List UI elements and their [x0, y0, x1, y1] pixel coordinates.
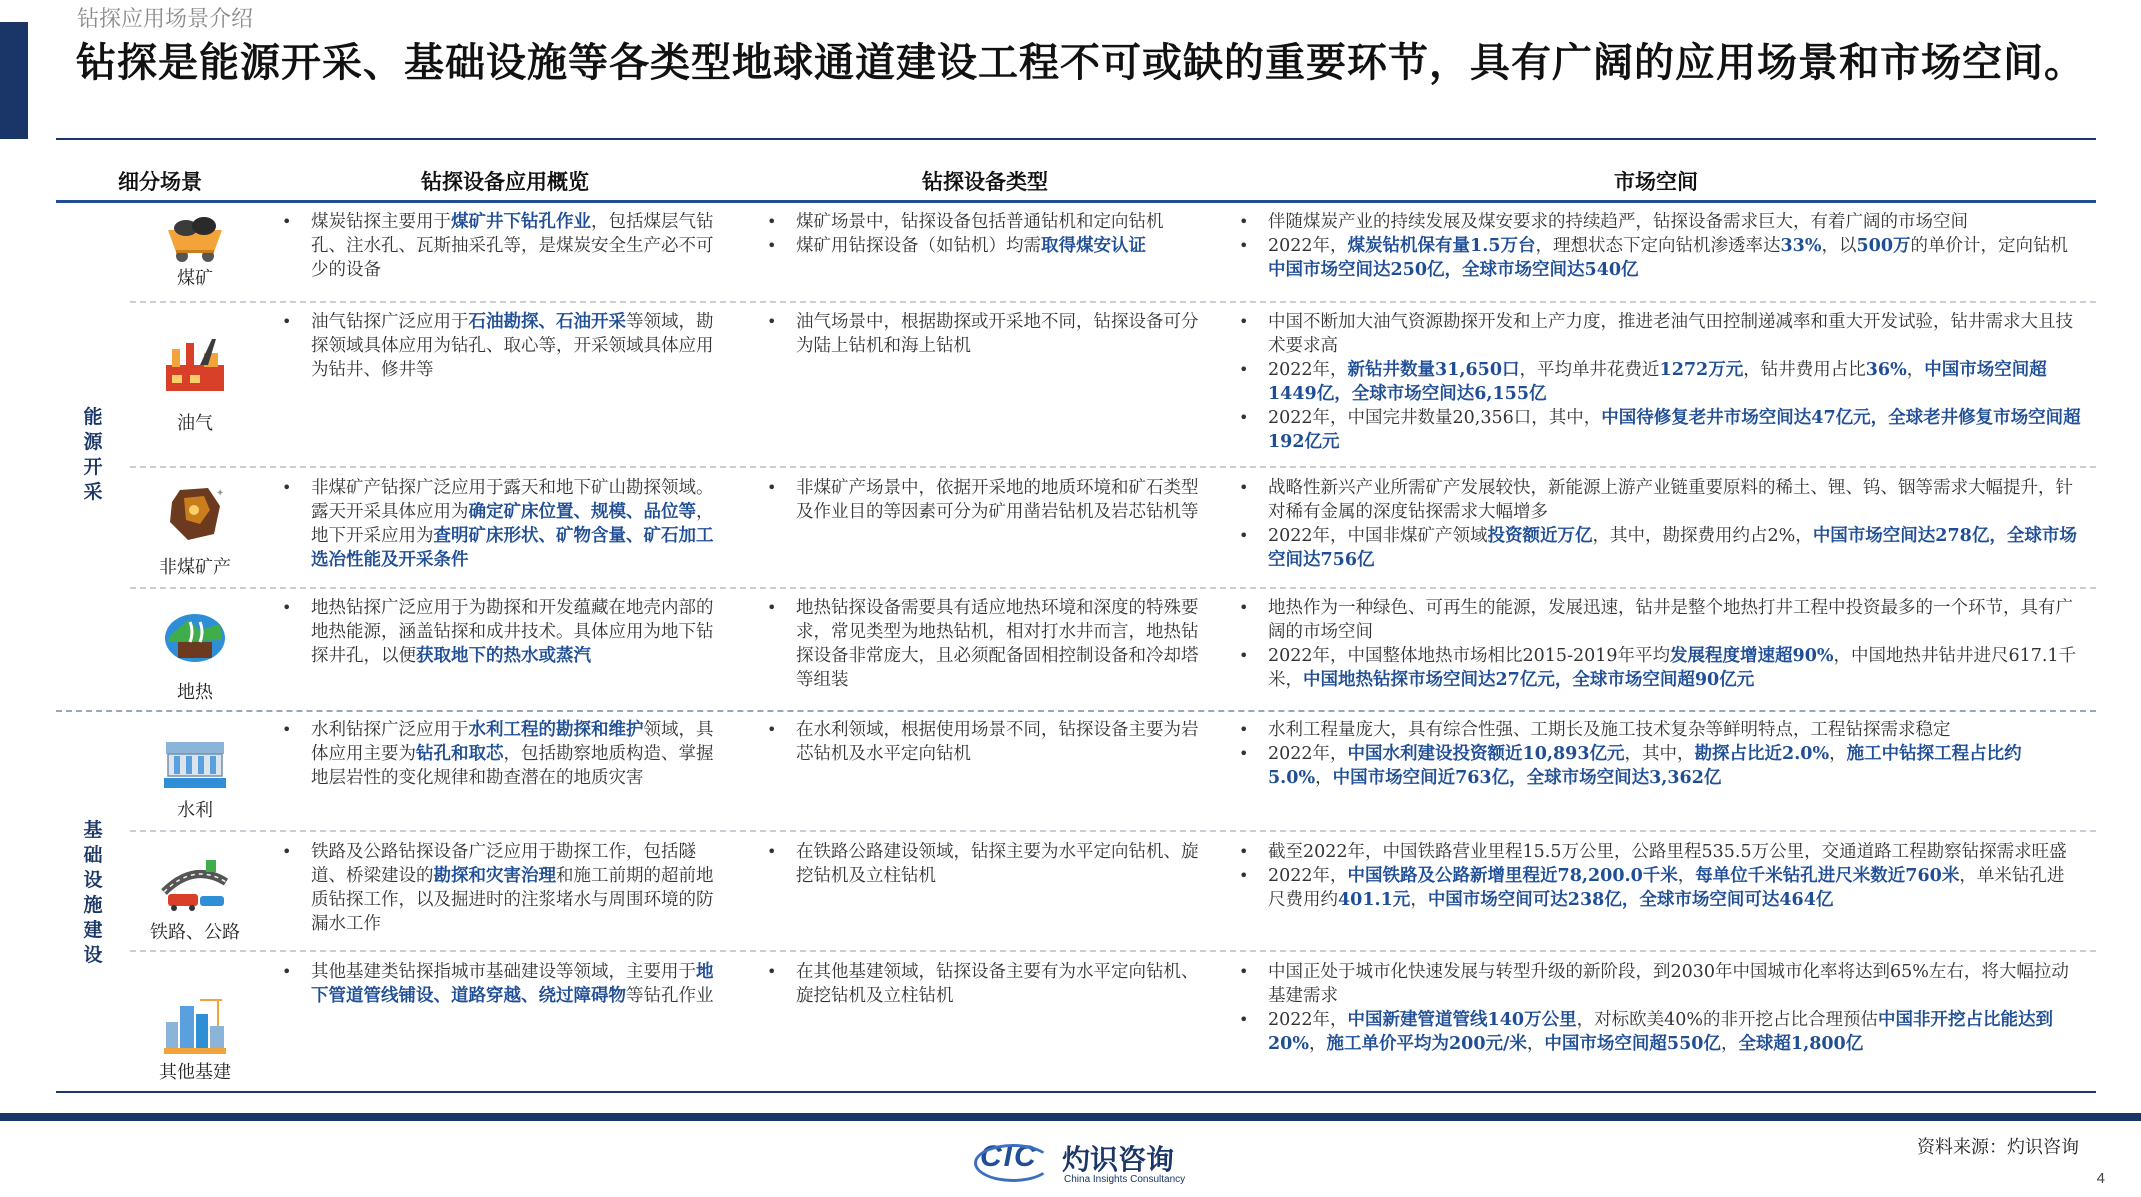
bullet-item: [278, 840, 720, 936]
body-text: 地热作为一种绿色、可再生的能源，发展迅速，钻井是整个地热打井工程中投资最多的一个环节，具有广阔的市场空间: [1268, 598, 2073, 642]
market-cell: [1235, 960, 2081, 1056]
overview-cell: [278, 476, 720, 572]
body-text: ，: [1410, 890, 1428, 910]
bullet-item: [1235, 1008, 2081, 1056]
row-divider: [130, 830, 2096, 832]
bullet-item: [278, 310, 720, 382]
types-cell: [763, 718, 1205, 766]
body-text: 油气场景中，根据勘探或开采地不同，钻探设备可分为陆上钻机和海上钻机: [796, 312, 1199, 356]
bullet-item: [1235, 406, 2081, 454]
row-divider: [130, 301, 2096, 303]
city-building-icon: [160, 996, 230, 1056]
bullet-item: [763, 840, 1205, 888]
column-header-market: 市场空间: [1614, 169, 1698, 194]
body-text: 油气钻探广泛应用于: [311, 312, 469, 332]
body-text: 煤炭钻探主要用于: [311, 212, 451, 232]
types-cell: [763, 310, 1205, 358]
bullet-item: [278, 476, 720, 572]
scene-name: 水利: [177, 800, 213, 821]
page-number: 4: [2096, 1170, 2105, 1187]
highlight-text: 获取地下的热水或蒸汽: [416, 646, 591, 666]
body-text: ，钻井费用占比: [1743, 360, 1866, 380]
bullet-item: [1235, 358, 2081, 406]
body-text: 等领域，勘探领域具体应用为钻孔、取心等，开采领域具体应用为钻井、修井等: [311, 312, 714, 380]
bullet-item: [763, 476, 1205, 524]
row-divider: [130, 587, 2096, 589]
bullet-item: [763, 960, 1205, 1008]
table-bottom-divider: [56, 1091, 2096, 1093]
highlight-text: 勘探占比近2.0%: [1694, 744, 1830, 764]
highlight-text: 中国新建管道管线140万公里: [1347, 1010, 1577, 1030]
highlight-text: 401.1元: [1338, 890, 1411, 910]
highlight-text: 发展程度增速超90%: [1670, 646, 1834, 666]
title-divider: [56, 138, 2096, 140]
body-text: 铁路及公路钻探设备广泛应用于勘探工作，包括隧道、桥梁建设的: [311, 842, 696, 886]
body-text: 中国正处于城市化快速发展与转型升级的新阶段，到2030年中国城市化率将达到65%左右，将大幅拉动基建需求: [1268, 962, 2069, 1006]
highlight-text: 石油勘探、石油开采: [468, 312, 626, 332]
body-text: ，理想状态下定向钻机渗透率达: [1535, 236, 1781, 256]
highlight-text: 勘探和灾害治理: [433, 866, 556, 886]
body-text: 2022年，: [1268, 236, 1348, 256]
group-divider: [56, 710, 2096, 712]
types-cell: [763, 210, 1205, 258]
body-text: ，中国地热井钻井进尺617.1千米，: [1268, 646, 2077, 690]
overview-cell: [278, 310, 720, 382]
body-text: ，其中，勘探费用约占2%，: [1592, 526, 1813, 546]
body-text: ，以: [1821, 236, 1857, 256]
row-divider: [130, 466, 2096, 468]
logo-mark: CIC: [980, 1140, 1038, 1173]
market-cell: [1235, 476, 2081, 572]
bullet-item: [1235, 310, 2081, 358]
body-text: 2022年，中国非煤矿产领域: [1268, 526, 1488, 546]
overview-cell: [278, 718, 720, 790]
column-header-types: 钻探设备类型: [922, 169, 1048, 194]
overview-cell: [278, 210, 720, 282]
footer-band: [0, 1113, 2141, 1121]
column-header-overview: 钻探设备应用概览: [421, 169, 589, 194]
oil-pump-icon: [160, 335, 230, 395]
source-note: 资料来源：灼识咨询: [1917, 1137, 2079, 1158]
scene-name: 其他基建: [159, 1062, 231, 1083]
body-text: ，: [1308, 1034, 1327, 1054]
overview-cell: [278, 960, 720, 1008]
body-text: ，包括勘察地质构造、掌握地层岩性的变化规律和勘查潜在的地质灾害: [311, 744, 714, 788]
body-text: ，: [1720, 1034, 1739, 1054]
body-text: ，: [1315, 768, 1333, 788]
highlight-text: 中国非开挖占比能达到20%: [1268, 1010, 2053, 1054]
body-text: 2022年，中国整体地热市场相比2015-2019年平均: [1268, 646, 1671, 666]
highlight-text: 1272万元: [1659, 360, 1744, 380]
company-logo: [980, 1138, 1186, 1190]
market-cell: [1235, 210, 2081, 282]
types-cell: [763, 960, 1205, 1008]
highlight-text: 新钻井数量31,650口: [1347, 360, 1520, 380]
body-text: 的单价计，定向钻机: [1910, 236, 2069, 256]
highlight-text: 确定矿床位置、规模、品位等: [468, 502, 696, 522]
highlight-text: 中国待修复老井市场空间达47亿元，全球老井修复市场空间超192亿元: [1268, 408, 2081, 452]
logo-english-name: China Insights Consultancy: [1064, 1174, 1186, 1185]
body-text: ，: [1526, 1034, 1545, 1054]
body-text: 领域，具体应用主要为: [311, 720, 714, 764]
bullet-item: [763, 718, 1205, 766]
body-text: 煤矿用钻探设备（如钻机）均需: [796, 236, 1041, 256]
body-text: 2022年，中国完井数量20,356口，其中，: [1268, 408, 1602, 428]
scene-name: 铁路、公路: [150, 922, 240, 943]
scene-name: 非煤矿产: [159, 557, 231, 578]
body-text: ，地下开采应用为: [311, 502, 714, 546]
dam-icon: [160, 734, 230, 794]
body-text: 在其他基建领域，钻探设备主要有为水平定向钻机、旋挖钻机及立柱钻机: [796, 962, 1199, 1006]
body-text: ，: [1906, 360, 1925, 380]
scene-name: 油气: [177, 413, 213, 434]
highlight-text: 中国地热钻探市场空间达27亿元，全球市场空间超90亿元: [1303, 670, 1755, 690]
types-cell: [763, 840, 1205, 888]
body-text: 截至2022年，中国铁路营业里程15.5万公里，公路里程535.5万公里，交通道路工程勘察钻探需求旺盛: [1268, 842, 2067, 862]
types-cell: [763, 596, 1205, 692]
bullet-item: [763, 310, 1205, 358]
group-label-infrastructure: 基础设施建设: [83, 819, 103, 966]
body-text: 在水利领域，根据使用场景不同，钻探设备主要为岩芯钻机及水平定向钻机: [796, 720, 1199, 764]
body-text: 在铁路公路建设领域，钻探主要为水平定向钻机、旋挖钻机及立柱钻机: [796, 842, 1199, 886]
coal-cart-icon: [160, 208, 230, 268]
bullet-item: [278, 960, 720, 1008]
body-text: 非煤矿产场景中，依据开采地的地质环境和矿石类型及作业目的等因素可分为矿用凿岩钻机及岩芯钻机等: [796, 478, 1199, 522]
bullet-item: [1235, 960, 2081, 1008]
highlight-text: 施工单价平均为200元/米: [1326, 1034, 1527, 1054]
body-text: 煤矿场景中，钻探设备包括普通钻机和定向钻机: [796, 212, 1164, 232]
bullet-item: [1235, 840, 2081, 864]
body-text: ，其中，: [1624, 744, 1695, 764]
bullet-item: [1235, 234, 2081, 282]
body-text: 战略性新兴产业所需矿产发展较快，新能源上游产业链重要原料的稀土、锂、钨、铟等需求大幅提升，针对稀有金属的深度钻探需求大幅增多: [1268, 478, 2073, 522]
column-header-scene: 细分场景: [118, 169, 202, 194]
market-cell: [1235, 840, 2081, 912]
body-text: ，单米钻孔进尺费用约: [1268, 866, 2065, 910]
highlight-text: 36%: [1865, 360, 1907, 380]
bullet-item: [1235, 524, 2081, 572]
highlight-text: 煤矿井下钻孔作业: [451, 212, 591, 232]
bullet-item: [1235, 864, 2081, 912]
body-text: 等钻孔作业: [626, 986, 714, 1006]
group-label-energy: 能源开采: [83, 406, 103, 503]
table-header: [56, 160, 2096, 200]
body-text: ，对标欧美40%的非开挖占比合理预估: [1576, 1010, 1878, 1030]
bullet-item: [278, 596, 720, 668]
highlight-text: 中国铁路及公路新增里程近78,200.0千米: [1347, 866, 1678, 886]
overview-cell: [278, 840, 720, 936]
highlight-text: 查明矿床形状、矿物含量、矿石加工选冶性能及开采条件: [311, 526, 714, 570]
body-text: 2022年，: [1268, 1010, 1348, 1030]
bullet-item: [763, 234, 1205, 258]
highlight-text: 取得煤安认证: [1041, 236, 1146, 256]
highlight-text: 中国市场空间达278亿，全球市场空间达756亿: [1268, 526, 2077, 570]
body-text: 地热钻探设备需要具有适应地热环境和深度的特殊要求，常见类型为地热钻机，相对打水井而言，地热钻探设备非常庞大，且必须配备固相控制设备和冷却塔等组装: [796, 598, 1199, 690]
highlight-text: 地下管道管线铺设、道路穿越、绕过障碍物: [311, 962, 714, 1006]
market-cell: [1235, 718, 2081, 790]
body-text: ，包括煤层气钻孔、注水孔、瓦斯抽采孔等，是煤炭安全生产必不可少的设备: [311, 212, 714, 280]
body-text: 中国不断加大油气资源勘探开发和上产力度，推进老油气田控制递减率和重大开发试验，钻井需求大且技术要求高: [1268, 312, 2073, 356]
title-accent-bar: [0, 22, 28, 139]
body-text: 水利工程量庞大，具有综合性强、工期长及施工技术复杂等鲜明特点，工程钻探需求稳定: [1268, 720, 1951, 740]
header-divider: [56, 200, 2096, 203]
row-divider: [130, 950, 2096, 952]
body-text: ，: [1677, 866, 1696, 886]
highlight-text: 水利工程的勘探和维护: [468, 720, 644, 740]
bullet-item: [1235, 742, 2081, 790]
page-title: 钻探是能源开采、基础设施等各类型地球通道建设工程不可或缺的重要环节，具有广阔的应用场景和市场空间。: [76, 39, 2085, 86]
bullet-item: [1235, 644, 2081, 692]
bullet-item: [1235, 596, 2081, 644]
body-text: 和施工前期的超前地质钻探工作，以及掘进时的注浆堵水与周围环境的防漏水工作: [311, 866, 714, 934]
highlight-text: 33%: [1780, 236, 1822, 256]
body-text: ，: [1829, 744, 1847, 764]
bullet-item: [763, 596, 1205, 692]
body-text: 水利钻探广泛应用于: [311, 720, 469, 740]
bullet-item: [278, 210, 720, 282]
highlight-text: 中国市场空间达250亿，全球市场空间达540亿: [1268, 260, 1639, 280]
highlight-text: 中国市场空间可达238亿，全球市场空间可达464亿: [1427, 890, 1834, 910]
bullet-item: [763, 210, 1205, 234]
body-text: ，平均单井花费近: [1519, 360, 1660, 380]
highlight-text: 投资额近万亿: [1487, 526, 1593, 546]
body-text: 伴随煤炭产业的持续发展及煤安要求的持续趋严，钻探设备需求巨大，有着广阔的市场空间: [1268, 212, 1968, 232]
highlight-text: 煤炭钻机保有量1.5万台: [1347, 236, 1536, 256]
market-cell: [1235, 596, 2081, 692]
body-text: 非煤矿产钻探广泛应用于露天和地下矿山勘探领域。露天开采具体应用为: [311, 478, 714, 522]
bullet-item: [278, 718, 720, 790]
bullet-item: [1235, 210, 2081, 234]
body-text: 2022年，: [1268, 360, 1348, 380]
road-rail-icon: [160, 852, 230, 912]
highlight-text: 中国市场空间超550亿: [1544, 1034, 1721, 1054]
highlight-text: 500万: [1856, 236, 1911, 256]
section-label: 钻探应用场景介绍: [77, 7, 254, 32]
mineral-ore-icon: [160, 484, 230, 544]
body-text: 2022年，: [1268, 866, 1348, 886]
highlight-text: 中国市场空间近763亿，全球市场空间达3,362亿: [1332, 768, 1722, 788]
scene-name: 地热: [177, 682, 213, 703]
highlight-text: 施工中钻探工程占比约5.0%: [1268, 744, 2022, 788]
body-text: 2022年，: [1268, 744, 1348, 764]
overview-cell: [278, 596, 720, 668]
logo-chinese-name: 灼识咨询: [1062, 1143, 1175, 1176]
market-cell: [1235, 310, 2081, 454]
highlight-text: 每单位千米钻孔进尺米数近760米: [1695, 866, 1960, 886]
body-text: 地热钻探广泛应用于为勘探和开发蕴藏在地壳内部的地热能源，涵盖钻探和成井技术。具体应用为地下钻探井孔，以便: [311, 598, 714, 666]
highlight-text: 中国水利建设投资额近10,893亿元: [1347, 744, 1625, 764]
highlight-text: 钻孔和取芯: [416, 744, 504, 764]
bullet-item: [1235, 476, 2081, 524]
body-text: 其他基建类钻探指城市基础建设等领域，主要用于: [311, 962, 696, 982]
geothermal-icon: [160, 606, 230, 666]
bullet-item: [1235, 718, 2081, 742]
scene-name: 煤矿: [177, 268, 213, 289]
highlight-text: 全球超1,800亿: [1738, 1034, 1864, 1054]
svg-text:✦: ✦: [216, 488, 225, 499]
highlight-text: 中国市场空间超1449亿，全球市场空间达6,155亿: [1268, 360, 2047, 404]
types-cell: [763, 476, 1205, 524]
